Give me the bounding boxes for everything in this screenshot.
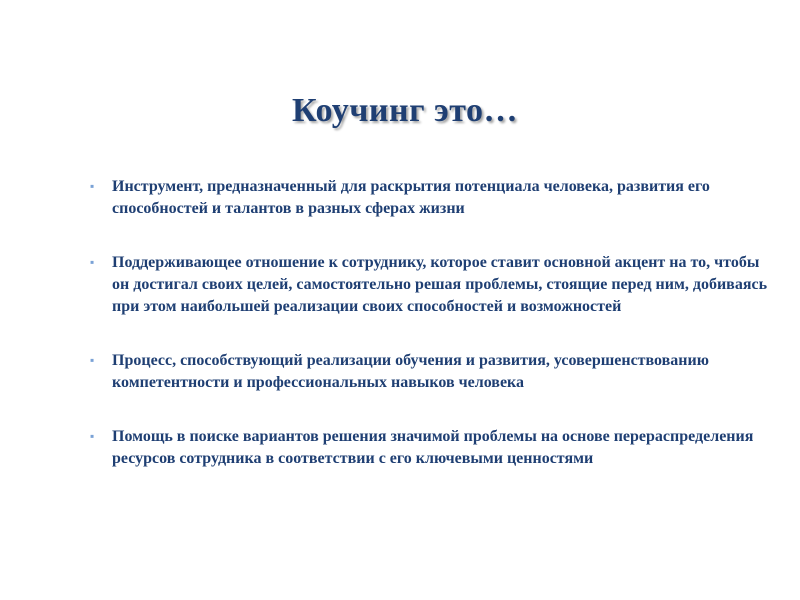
bullet-item (88, 252, 778, 318)
bullet-text: Помощь в поиске вариантов решения значимой проблемы на основе перераспределения ресурсов сотрудника в соответствии с его ключевыми ценностями (112, 428, 754, 467)
bullet-square-icon: ▪ (90, 353, 95, 367)
bullet-square-icon: ▪ (90, 255, 95, 269)
bullet-square-icon: ▪ (90, 179, 95, 193)
bullet-text: Процесс, способствующий реализации обучения и развития, усовершенствованию компетентности и профессиональных навыков человека (112, 352, 709, 391)
bullet-text: Поддерживающее отношение к сотруднику, которое ставит основной акцент на то, чтобы он достигал своих целей, самостоятельно решая проблемы, стоящие перед ним, добиваясь при этом наибольшей реализации своих способностей и возможностей (112, 254, 768, 315)
bullet-item (88, 426, 778, 470)
bullet-item (88, 350, 778, 394)
bullet-square-icon: ▪ (90, 429, 95, 443)
bullet-item (88, 176, 778, 220)
bullet-list (88, 176, 778, 470)
slide-title: Коучинг это… (292, 92, 518, 129)
bullet-text: Инструмент, предназначенный для раскрытия потенциала человека, развития его способностей и талантов в разных сферах жизни (112, 178, 710, 217)
